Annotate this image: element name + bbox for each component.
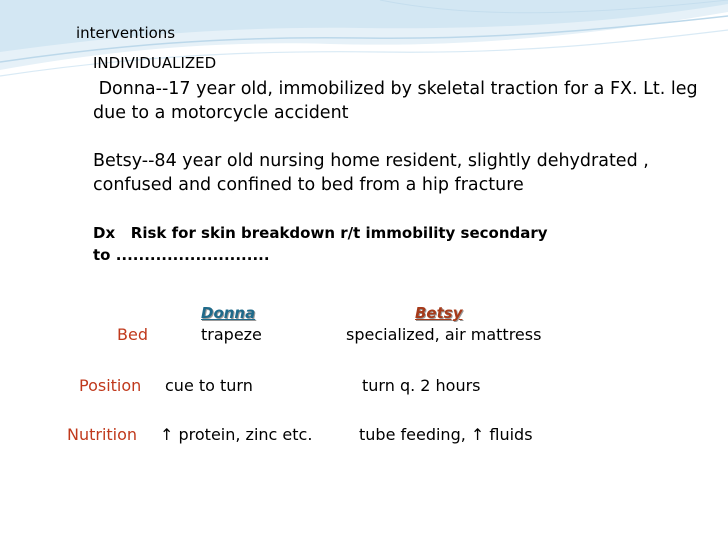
row-label-position: Position: [79, 376, 142, 395]
betsy-nutrition-cell: tube feeding, ↑ fluids: [359, 425, 533, 444]
donna-description-line-2: due to a motorcycle accident: [93, 103, 349, 123]
donna-bed-cell: trapeze: [201, 325, 262, 344]
betsy-column-header: Betsy: [415, 304, 463, 322]
donna-description: [93, 77, 698, 125]
nursing-diagnosis-line-1: Dx Risk for skin breakdown r/t immobility secondary: [93, 224, 548, 242]
slide-subtitle: INDIVIDUALIZED: [93, 54, 217, 72]
nursing-diagnosis: [93, 222, 548, 266]
nursing-diagnosis-line-2: to ...........................: [93, 246, 270, 264]
slide-title: interventions: [76, 24, 176, 42]
betsy-bed-cell: specialized, air mattress: [346, 325, 542, 344]
betsy-description-line-2: confused and confined to bed from a hip fracture: [93, 175, 524, 195]
donna-position-cell: cue to turn: [165, 376, 253, 395]
donna-description-line-1: Donna--17 year old, immobilized by skeletal traction for a FX. Lt. leg: [93, 79, 698, 99]
row-label-nutrition: Nutrition: [67, 425, 138, 444]
betsy-description: [93, 149, 649, 197]
betsy-position-cell: turn q. 2 hours: [362, 376, 481, 395]
row-label-bed: Bed: [117, 325, 148, 344]
donna-column-header: Donna: [201, 304, 256, 322]
betsy-description-line-1: Betsy--84 year old nursing home resident, slightly dehydrated ,: [93, 151, 649, 171]
donna-nutrition-cell: ↑ protein, zinc etc.: [160, 425, 313, 444]
